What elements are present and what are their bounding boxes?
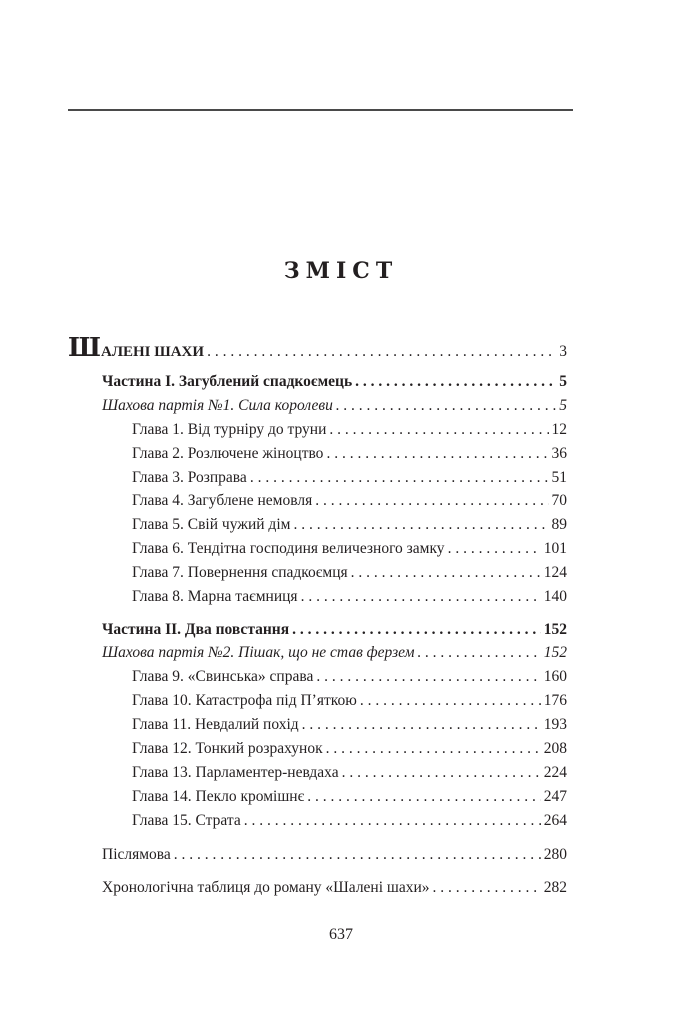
toc-entry-chapter-13[interactable] [132, 763, 567, 783]
dot-leader [326, 444, 548, 464]
entry-label: Глава 5. Свій чужий дім [132, 516, 291, 533]
toc-entry-chapter-1[interactable] [132, 420, 567, 440]
page-number: 264 [543, 812, 567, 829]
entry-label: Глава 8. Марна таємниця [132, 588, 298, 605]
page-number: 140 [543, 588, 567, 605]
page-number: 160 [543, 668, 567, 685]
entry-label: Глава 15. Страта [132, 812, 241, 829]
toc-entry-chapter-12[interactable] [132, 739, 567, 759]
dot-leader [207, 342, 556, 362]
dot-leader [329, 420, 548, 440]
dot-leader [307, 787, 541, 807]
toc-heading: ЗМІСТ [283, 258, 399, 284]
dot-leader [250, 468, 549, 488]
toc-entry-chapter-9[interactable] [132, 667, 567, 687]
toc-entry-chapter-14[interactable] [132, 787, 567, 807]
dot-leader [293, 515, 548, 535]
page-number: 36 [551, 445, 567, 462]
page-number: 5 [559, 373, 567, 390]
dot-leader [244, 811, 541, 831]
book-title [68, 333, 205, 363]
toc-entry-chapter-4[interactable] [132, 491, 567, 511]
toc-entry-chapter-6[interactable] [132, 539, 567, 559]
entry-label: Шахова партія №2. Пішак, що не став ферзем [102, 644, 415, 661]
page-number: 51 [551, 469, 567, 486]
entry-label: Глава 3. Розправа [132, 469, 247, 486]
dot-leader [326, 739, 541, 759]
entry-label: Глава 4. Загублене немовля [132, 492, 313, 509]
dot-leader [315, 491, 548, 511]
entry-label: Глава 1. Від турніру до труни [132, 421, 327, 438]
page-number: 224 [543, 764, 567, 781]
entry-label: Глава 10. Катастрофа під П’яткою [132, 692, 357, 709]
dot-leader [418, 643, 541, 663]
toc-entry-chapter-5[interactable] [132, 515, 567, 535]
toc-entry-afterword[interactable] [102, 845, 567, 865]
entry-label: Шахова партія №1. Сила королеви [102, 397, 333, 414]
toc-entry-chapter-15[interactable] [132, 811, 567, 831]
book-title-rest: АЛЕНІ ШАХИ [100, 344, 205, 360]
entry-label: Глава 14. Пекло кромішнє [132, 788, 305, 805]
entry-label: Глава 2. Розлючене жіноцтво [132, 445, 324, 462]
dot-leader [433, 878, 541, 898]
entry-label: Глава 7. Повернення спадкоємця [132, 564, 348, 581]
page-number: 152 [543, 621, 567, 638]
toc-entry-chapter-3[interactable] [132, 468, 567, 488]
toc-entry-chapter-8[interactable] [132, 587, 567, 607]
toc-entry-game-2[interactable] [102, 643, 567, 663]
toc-entry-chronology[interactable] [102, 878, 567, 898]
entry-label: Глава 13. Парламентер-невдаха [132, 764, 339, 781]
dot-leader [301, 587, 541, 607]
toc-entry-chapter-2[interactable] [132, 444, 567, 464]
page-number: 193 [543, 716, 567, 733]
entry-label: Глава 9. «Свинська» справа [132, 668, 314, 685]
page-number: 152 [543, 644, 567, 661]
toc-entry-chapter-7[interactable] [132, 563, 567, 583]
page-number: 280 [543, 846, 567, 863]
toc-entry-book-title[interactable] [68, 333, 567, 363]
dot-leader [355, 372, 556, 392]
toc-entry-part-1[interactable] [102, 372, 567, 392]
dot-leader [448, 539, 541, 559]
page-number: 176 [543, 692, 567, 709]
folio-page-number: 637 [329, 926, 353, 943]
toc-entry-part-2[interactable] [102, 620, 567, 640]
page-number: 124 [543, 564, 567, 581]
entry-label: Глава 11. Невдалий похід [132, 716, 299, 733]
page-number: 5 [559, 397, 567, 414]
dot-leader [292, 620, 541, 640]
dot-leader [174, 845, 541, 865]
entry-label: Глава 12. Тонкий розрахунок [132, 740, 323, 757]
toc-entry-chapter-11[interactable] [132, 715, 567, 735]
entry-label: Хронологічна таблиця до роману «Шалені шахи» [102, 879, 430, 896]
entry-label: Глава 6. Тендітна господиня величезного замку [132, 540, 445, 557]
dot-leader [336, 396, 556, 416]
dot-leader [342, 763, 541, 783]
book-title-dropcap: Ш [68, 333, 101, 363]
dot-leader [360, 691, 541, 711]
toc-entry-chapter-10[interactable] [132, 691, 567, 711]
entry-label: Частина ІІ. Два повстання [102, 621, 290, 638]
page-number: 89 [551, 516, 567, 533]
page-number: 3 [559, 343, 567, 360]
entry-label: Частина І. Загублений спадкоємець [102, 373, 353, 390]
entry-label: Післямова [102, 846, 171, 863]
dot-leader [351, 563, 541, 583]
dot-leader [302, 715, 541, 735]
page-number: 70 [551, 492, 567, 509]
page-number: 12 [551, 421, 567, 438]
page-number: 101 [543, 540, 567, 557]
dot-leader [316, 667, 540, 687]
page-number: 208 [543, 740, 567, 757]
top-rule [68, 109, 573, 111]
page-number: 282 [543, 879, 567, 896]
page-number: 247 [543, 788, 567, 805]
toc-entry-game-1[interactable] [102, 396, 567, 416]
